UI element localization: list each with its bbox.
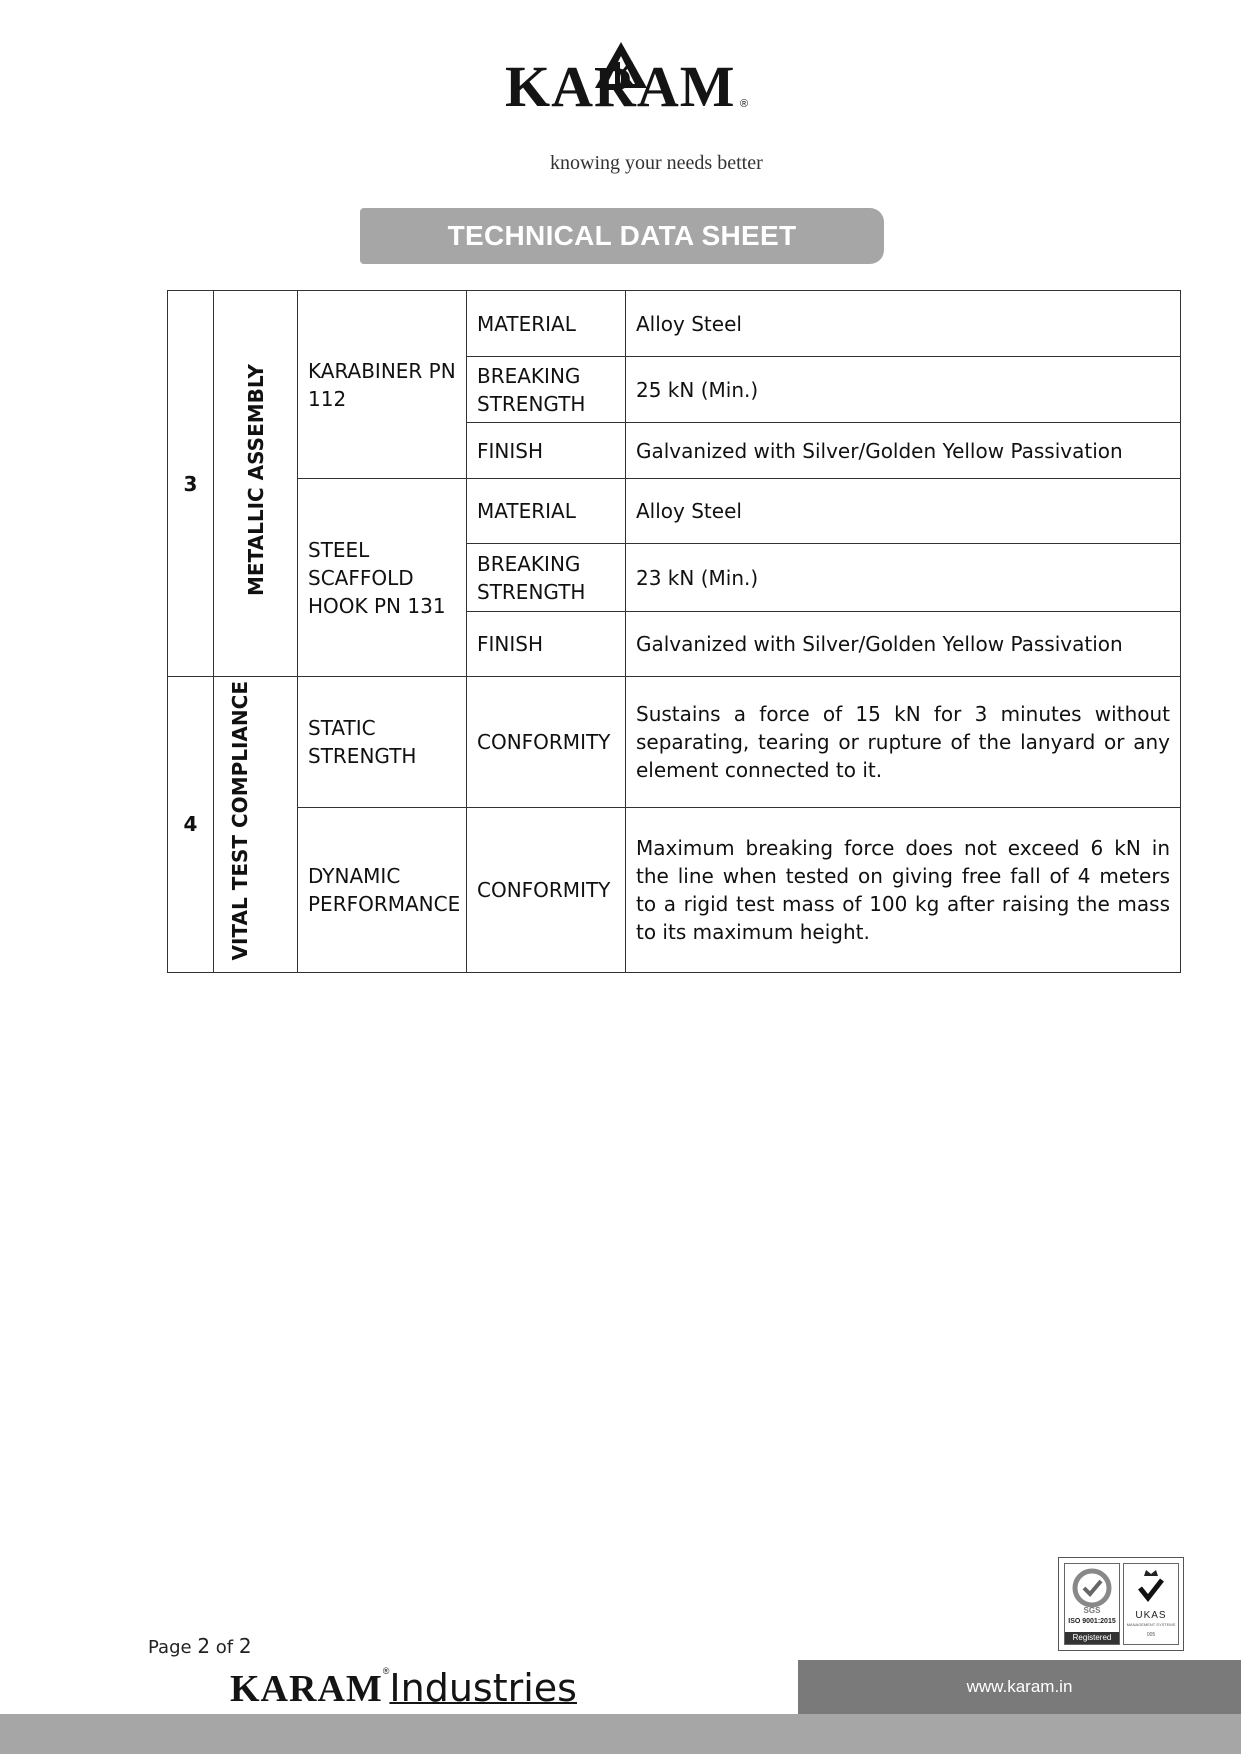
table-row	[168, 479, 1181, 544]
iso-label: ISO 9001:2015	[1068, 1618, 1116, 1625]
component-name: STEEL SCAFFOLD HOOK PN 131	[298, 479, 467, 677]
page-number	[148, 1634, 252, 1658]
page-current: 2	[197, 1634, 211, 1658]
title-banner	[360, 208, 884, 264]
component-name: KARABINER PN 112	[298, 291, 467, 479]
property-parameter: MATERIAL	[467, 479, 626, 544]
table-row	[168, 808, 1181, 972]
property-value: 25 kN (Min.)	[626, 357, 1181, 423]
property-value: Alloy Steel	[626, 479, 1181, 544]
header-brand: KARAM	[505, 54, 736, 119]
page-prefix: Page	[148, 1637, 192, 1658]
ukas-sub-label: MANAGEMENT SYSTEMS	[1126, 1622, 1176, 1627]
header-tagline: knowing your needs better	[550, 152, 763, 174]
property-value: Sustains a force of 15 kN for 3 minutes without separating, tearing or rupture of the lanyard or any element connected to it.	[626, 677, 1181, 808]
crown-check-icon	[1124, 1566, 1178, 1610]
property-value: Galvanized with Silver/Golden Yellow Passivation	[626, 423, 1181, 479]
section-group	[214, 291, 298, 677]
section-group	[214, 677, 298, 973]
page-total: 2	[238, 1634, 252, 1658]
footer-website[interactable]	[798, 1660, 1241, 1714]
property-parameter: BREAKING STRENGTH	[467, 544, 626, 612]
website-link[interactable]: www.karam.in	[966, 1677, 1073, 1696]
ukas-label: UKAS	[1135, 1610, 1167, 1621]
property-parameter: BREAKING STRENGTH	[467, 357, 626, 423]
footer-brand-name: KARAM	[230, 1668, 383, 1710]
property-value: Galvanized with Silver/Golden Yellow Passivation	[626, 612, 1181, 677]
page-of: of	[215, 1637, 234, 1658]
component-name: STATIC STRENGTH	[298, 677, 467, 808]
section-group-label: METALLIC ASSEMBLY	[243, 363, 268, 596]
registered-label: Registered	[1065, 1632, 1119, 1644]
section-group-label: VITAL TEST COMPLIANCE	[227, 681, 252, 961]
property-value: Maximum breaking force does not exceed 6 kN in the line when tested on giving free fall of 4 meters to a rigid test mass of 100 kg after raising the mass to its maximum height.	[626, 808, 1181, 972]
property-value: 23 kN (Min.)	[626, 544, 1181, 612]
footer-brand-suffix: Industries	[389, 1666, 577, 1710]
footer-registered-mark: ®	[382, 1666, 390, 1676]
property-parameter: CONFORMITY	[467, 677, 626, 808]
property-value: Alloy Steel	[626, 291, 1181, 357]
certification-badges	[1058, 1557, 1184, 1651]
ukas-badge	[1123, 1563, 1179, 1645]
ukas-code: 005	[1146, 1632, 1156, 1638]
table-row	[168, 291, 1181, 357]
section-number: 3	[168, 291, 214, 677]
footer-bar	[0, 1714, 1241, 1754]
spec-table	[167, 290, 1181, 973]
section-number: 4	[168, 677, 214, 973]
property-parameter: FINISH	[467, 612, 626, 677]
title-banner-text: TECHNICAL DATA SHEET	[447, 220, 797, 251]
sgs-mark: SGS	[1083, 1606, 1101, 1615]
property-parameter: FINISH	[467, 423, 626, 479]
header-registered-mark: ®	[740, 98, 749, 110]
table-row	[168, 677, 1181, 808]
property-parameter: MATERIAL	[467, 291, 626, 357]
footer-brand	[230, 1666, 577, 1711]
sgs-badge	[1064, 1563, 1120, 1645]
property-parameter: CONFORMITY	[467, 808, 626, 972]
component-name: DYNAMIC PERFORMANCE	[298, 808, 467, 972]
